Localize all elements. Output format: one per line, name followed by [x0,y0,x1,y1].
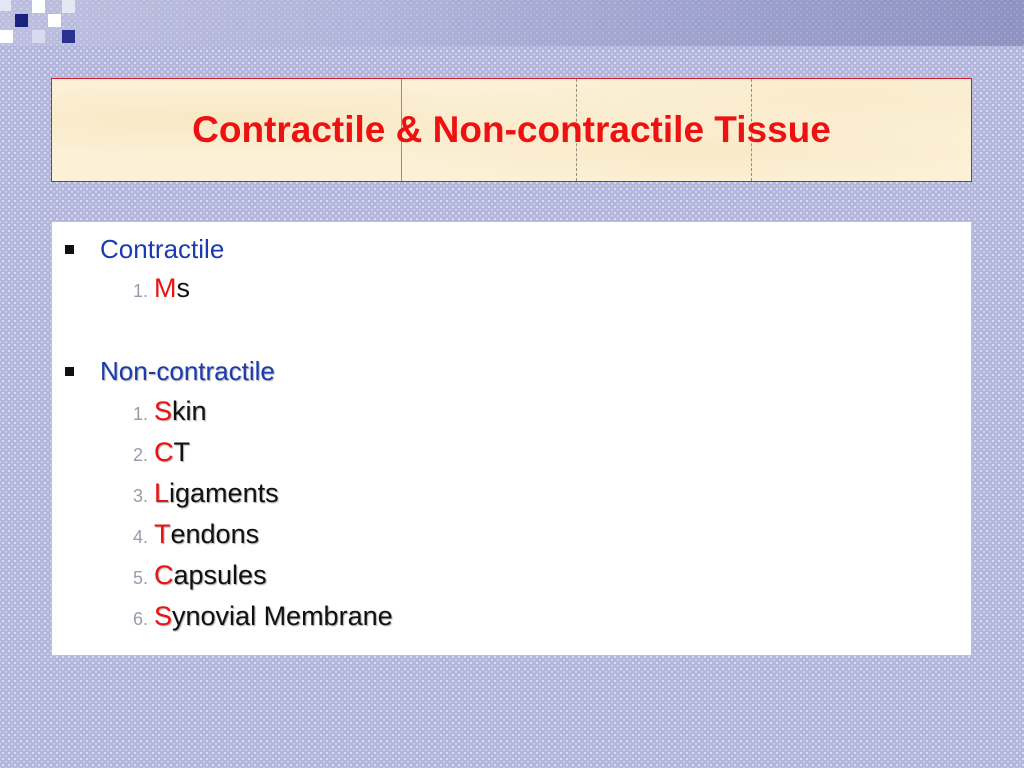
list-number: 5. [132,568,148,588]
list-number: 3. [132,486,148,506]
decoration-square [62,0,75,13]
item-initial: C [154,437,174,467]
decoration-square [48,14,61,27]
top-decoration-band [0,0,1024,46]
decoration-square [0,0,11,11]
bullet-contractile [65,234,224,265]
list-item [114,519,259,550]
item-initial: L [154,478,170,508]
list-number: 6. [132,609,148,629]
item-text: kin [172,396,207,426]
section-heading: Non-contractile [100,356,275,386]
list-item [114,396,207,427]
decoration-square [15,14,28,27]
title-box [51,78,972,182]
decoration-square [32,0,45,13]
item-initial: S [154,396,173,426]
decoration-square [0,30,13,43]
item-text: apsules [173,560,267,590]
square-bullet-icon [65,367,74,376]
list-item [114,560,267,591]
list-number: 4. [132,527,148,547]
list-item [114,601,393,632]
item-initial: S [154,601,173,631]
item-text: s [176,273,190,303]
decoration-square [32,30,45,43]
item-text: T [173,437,190,467]
content-box [51,221,972,656]
list-item [114,437,190,468]
list-number: 1. [132,281,148,301]
section-heading: Contractile [100,234,225,264]
item-text: endons [170,519,260,549]
item-initial: M [154,273,177,303]
list-item [114,273,190,304]
bullet-non-contractile [65,356,275,387]
item-initial: C [154,560,174,590]
item-text: igaments [169,478,279,508]
square-bullet-icon [65,245,74,254]
item-initial: T [154,519,171,549]
decoration-square [62,30,75,43]
list-number: 1. [132,404,148,424]
slide-title: Contractile & Non-contractile Tissue [192,109,831,150]
list-number: 2. [132,445,148,465]
item-text: ynovial Membrane [172,601,393,631]
list-item [114,478,279,509]
